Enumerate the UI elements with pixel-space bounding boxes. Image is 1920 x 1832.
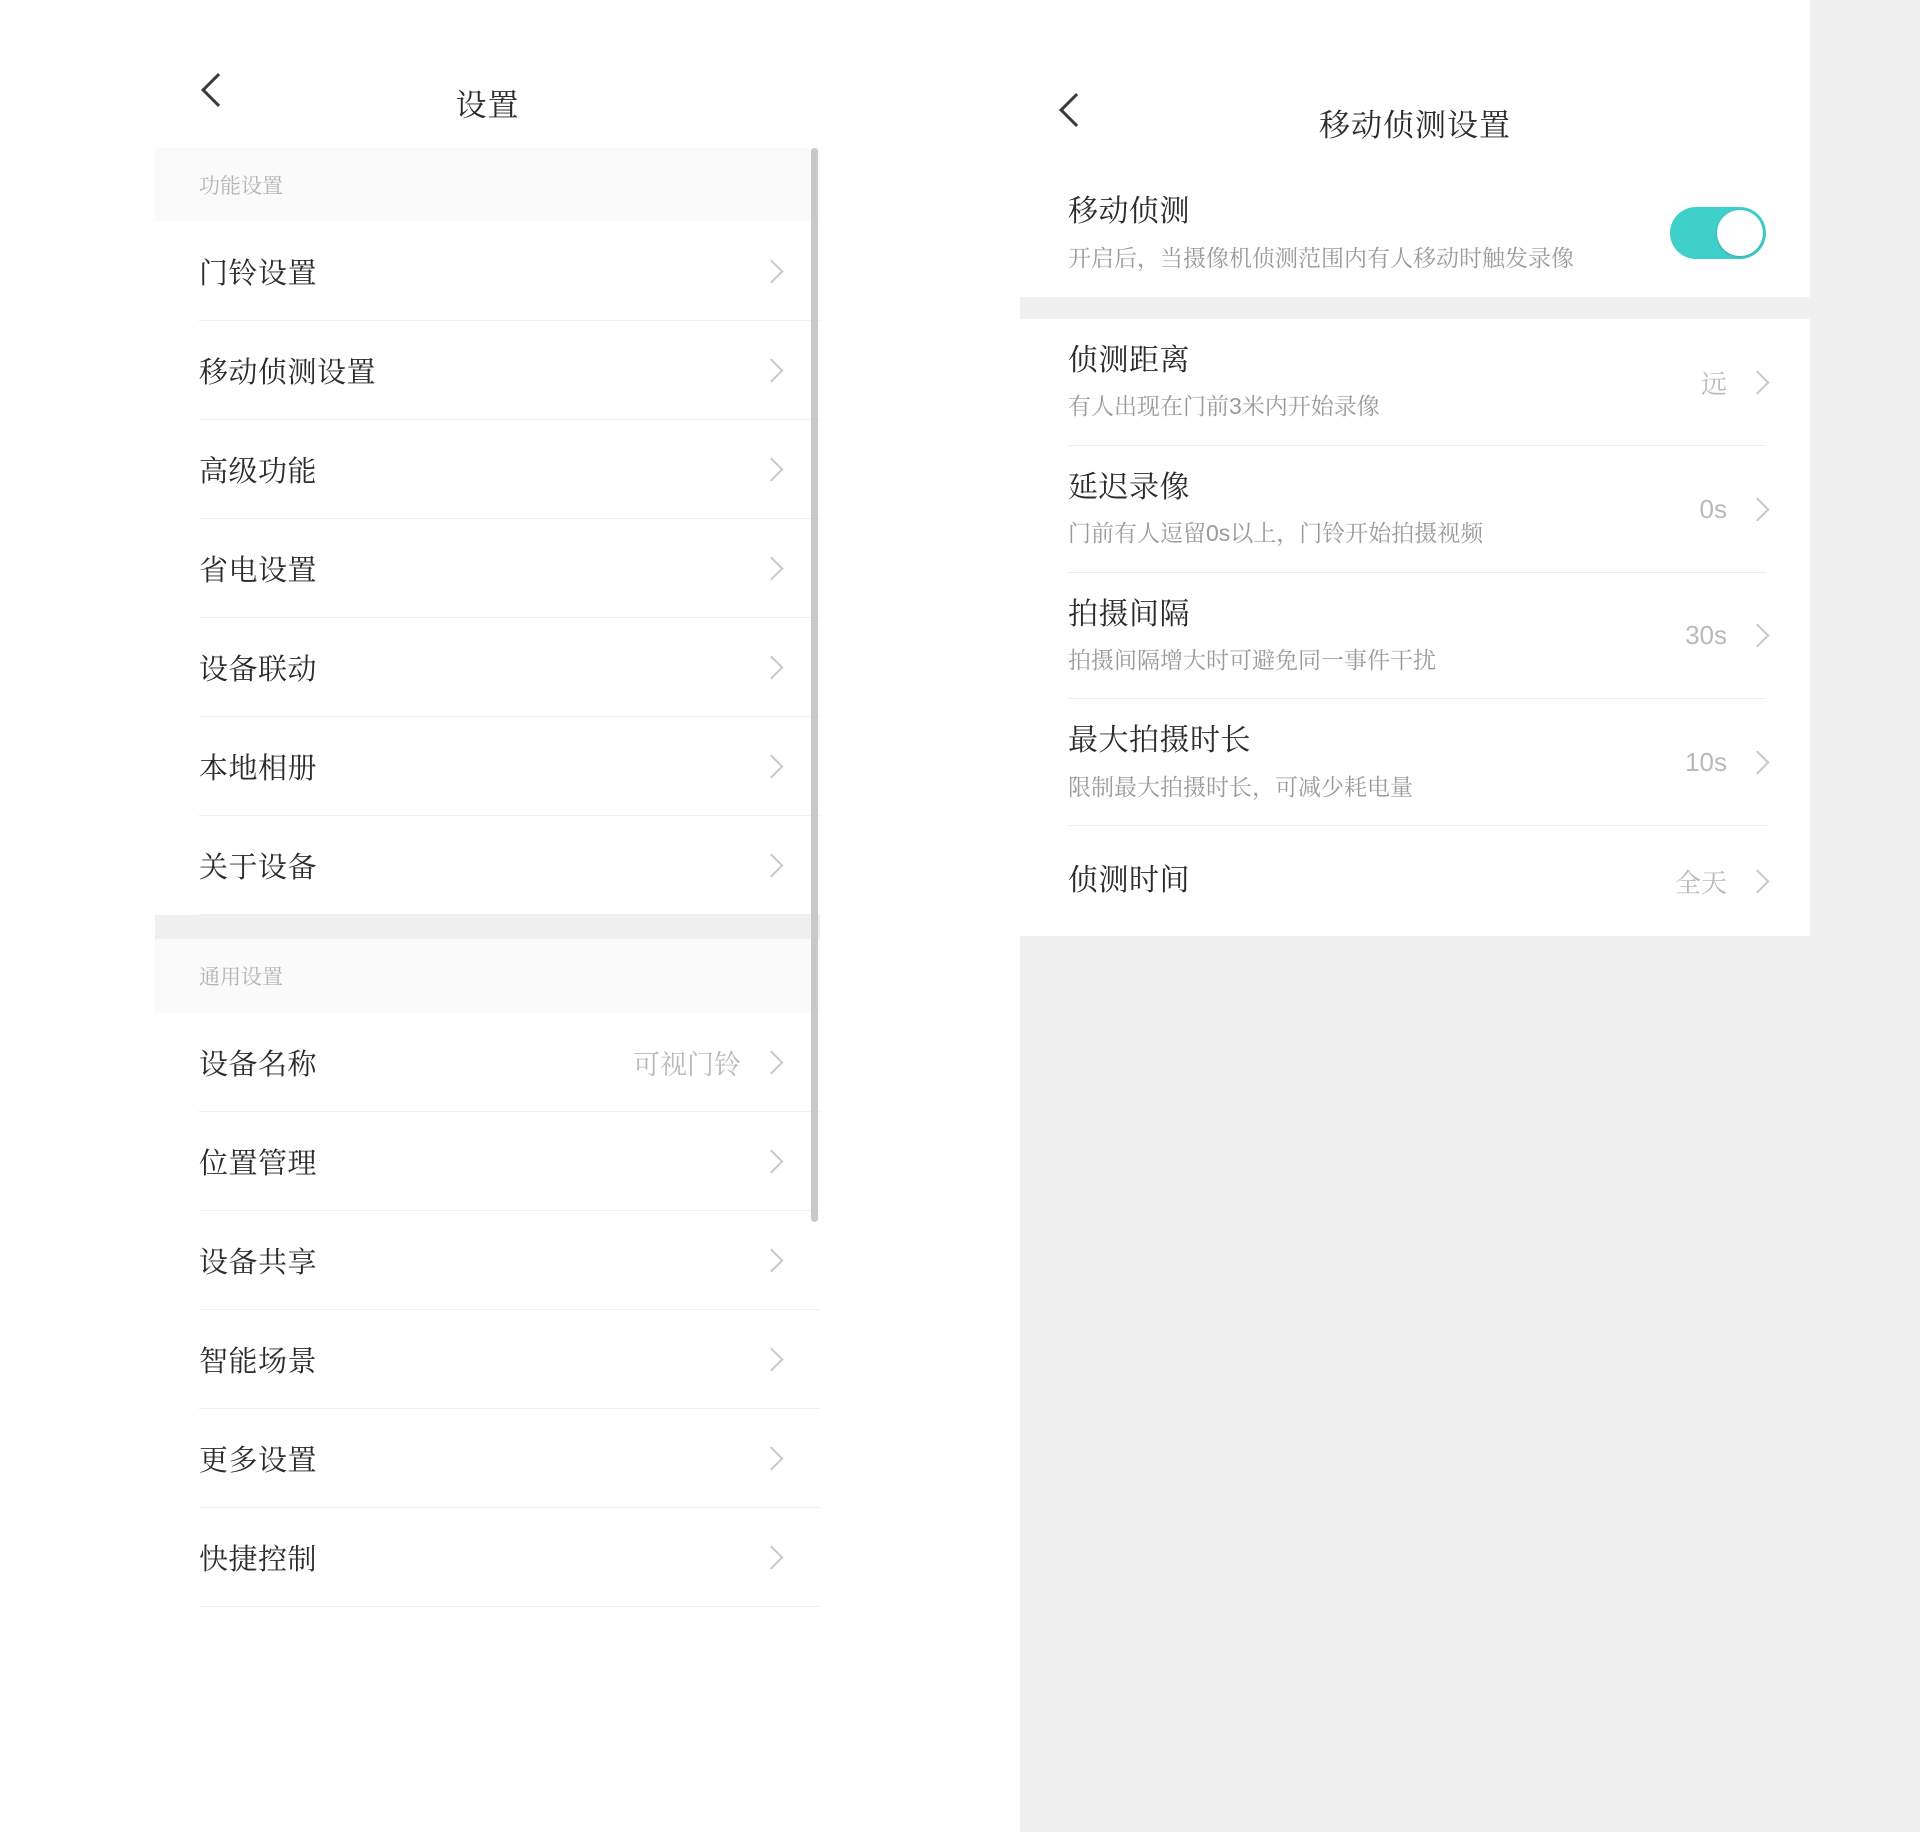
chevron-right-icon xyxy=(759,1248,783,1272)
motion-detection-screen-content xyxy=(1020,0,1810,1832)
option-detection-distance[interactable] xyxy=(1020,319,1810,446)
chevron-right-icon xyxy=(759,1347,783,1371)
chevron-right-icon xyxy=(759,259,783,283)
motion-detection-toggle-panel xyxy=(1020,170,1810,297)
chevron-right-icon xyxy=(1745,370,1769,394)
row-subtitle: 开启后，当摄像机侦测范围内有人移动时触发录像 xyxy=(1068,244,1574,271)
chevron-right-icon xyxy=(759,1545,783,1569)
row-label: 高级功能 xyxy=(199,456,318,488)
sidebar-item-power-saving[interactable] xyxy=(155,519,820,618)
section-divider xyxy=(155,915,820,939)
toggle-knob xyxy=(1717,210,1763,256)
list-item-partial-clipped xyxy=(155,1508,820,1576)
row-subtitle: 门前有人逗留0s以上，门铃开始拍摄视频 xyxy=(1068,520,1484,547)
sidebar-item-device-name[interactable] xyxy=(155,1013,820,1112)
chevron-right-icon xyxy=(1745,624,1769,648)
row-label: 快捷控制 xyxy=(199,1544,318,1576)
motion-detection-navbar xyxy=(1020,0,1810,170)
section-divider xyxy=(1020,297,1810,319)
chevron-right-icon xyxy=(759,556,783,580)
sidebar-item-device-linkage[interactable] xyxy=(155,618,820,717)
sidebar-item-more-settings[interactable] xyxy=(155,1409,820,1508)
option-max-capture-duration[interactable] xyxy=(1020,699,1810,826)
row-value: 30s xyxy=(1685,620,1727,651)
row-texts xyxy=(1068,170,1652,297)
row-label: 本地相册 xyxy=(199,753,318,785)
sidebar-item-advanced-features[interactable] xyxy=(155,420,820,519)
chevron-right-icon xyxy=(759,754,783,778)
group-header-function: 功能设置 xyxy=(155,148,820,222)
row-label: 位置管理 xyxy=(199,1148,318,1180)
row-title: 拍摄间隔 xyxy=(1068,597,1190,631)
chevron-right-icon xyxy=(759,1446,783,1470)
chevron-right-icon xyxy=(1745,869,1769,893)
sidebar-item-smart-scene[interactable] xyxy=(155,1310,820,1409)
row-value: 10s xyxy=(1685,747,1727,778)
sidebar-item-motion-detection-settings[interactable] xyxy=(155,321,820,420)
row-label: 更多设置 xyxy=(199,1445,318,1477)
sidebar-item-quick-control[interactable] xyxy=(155,1508,820,1607)
chevron-right-icon xyxy=(759,1149,783,1173)
vertical-scrollbar[interactable] xyxy=(811,148,818,1222)
row-texts xyxy=(1068,699,1685,826)
chevron-right-icon xyxy=(759,457,783,481)
row-texts xyxy=(1068,446,1700,573)
sidebar-item-about-device[interactable] xyxy=(155,816,820,915)
row-label: 设备共享 xyxy=(199,1247,318,1279)
row-subtitle: 限制最大拍摄时长，可减少耗电量 xyxy=(1068,773,1413,800)
settings-navbar xyxy=(155,0,820,148)
sidebar-item-location-management[interactable] xyxy=(155,1112,820,1211)
chevron-right-icon xyxy=(1745,751,1769,775)
chevron-right-icon xyxy=(759,1050,783,1074)
motion-detection-toggle[interactable] xyxy=(1670,207,1766,259)
row-value: 远 xyxy=(1700,368,1727,399)
motion-detection-toggle-row[interactable] xyxy=(1020,170,1810,297)
chevron-right-icon xyxy=(1745,497,1769,521)
group-header-general: 通用设置 xyxy=(155,939,820,1013)
chevron-right-icon xyxy=(759,655,783,679)
settings-screen-content xyxy=(155,0,820,1832)
row-title: 延迟录像 xyxy=(1068,470,1190,504)
row-label: 设备名称 xyxy=(199,1049,318,1081)
option-capture-interval[interactable] xyxy=(1020,573,1810,700)
row-texts xyxy=(1068,319,1701,446)
row-title: 侦测时间 xyxy=(1068,863,1190,897)
row-subtitle: 拍摄间隔增大时可避免同一事件干扰 xyxy=(1068,647,1436,674)
row-label: 智能场景 xyxy=(199,1346,318,1378)
motion-detection-screen xyxy=(1020,0,1920,1832)
row-label: 省电设置 xyxy=(199,555,318,587)
sidebar-item-local-album[interactable] xyxy=(155,717,820,816)
row-title: 侦测距离 xyxy=(1068,343,1190,377)
row-texts xyxy=(1068,573,1685,700)
option-delay-recording[interactable] xyxy=(1020,446,1810,573)
row-label: 移动侦测设置 xyxy=(199,357,377,389)
row-title: 最大拍摄时长 xyxy=(1068,724,1251,758)
row-value: 全天 xyxy=(1674,867,1727,898)
row-subtitle: 有人出现在门前3米内开始录像 xyxy=(1068,393,1380,420)
row-texts xyxy=(1068,839,1675,924)
row-label: 门铃设置 xyxy=(199,258,318,290)
row-label: 关于设备 xyxy=(199,852,318,884)
sidebar-item-doorbell-settings[interactable] xyxy=(155,222,820,321)
page-title: 设置 xyxy=(455,88,520,123)
row-title: 移动侦测 xyxy=(1068,195,1190,228)
option-detection-time[interactable] xyxy=(1020,826,1810,936)
sidebar-item-device-share[interactable] xyxy=(155,1211,820,1310)
row-value: 可视门铃 xyxy=(633,1050,741,1080)
page-title: 移动侦测设置 xyxy=(1319,108,1511,143)
chevron-right-icon xyxy=(759,358,783,382)
chevron-right-icon xyxy=(759,853,783,877)
row-value: 0s xyxy=(1699,493,1727,524)
row-label: 设备联动 xyxy=(199,654,318,686)
motion-detection-options-panel xyxy=(1020,319,1810,936)
